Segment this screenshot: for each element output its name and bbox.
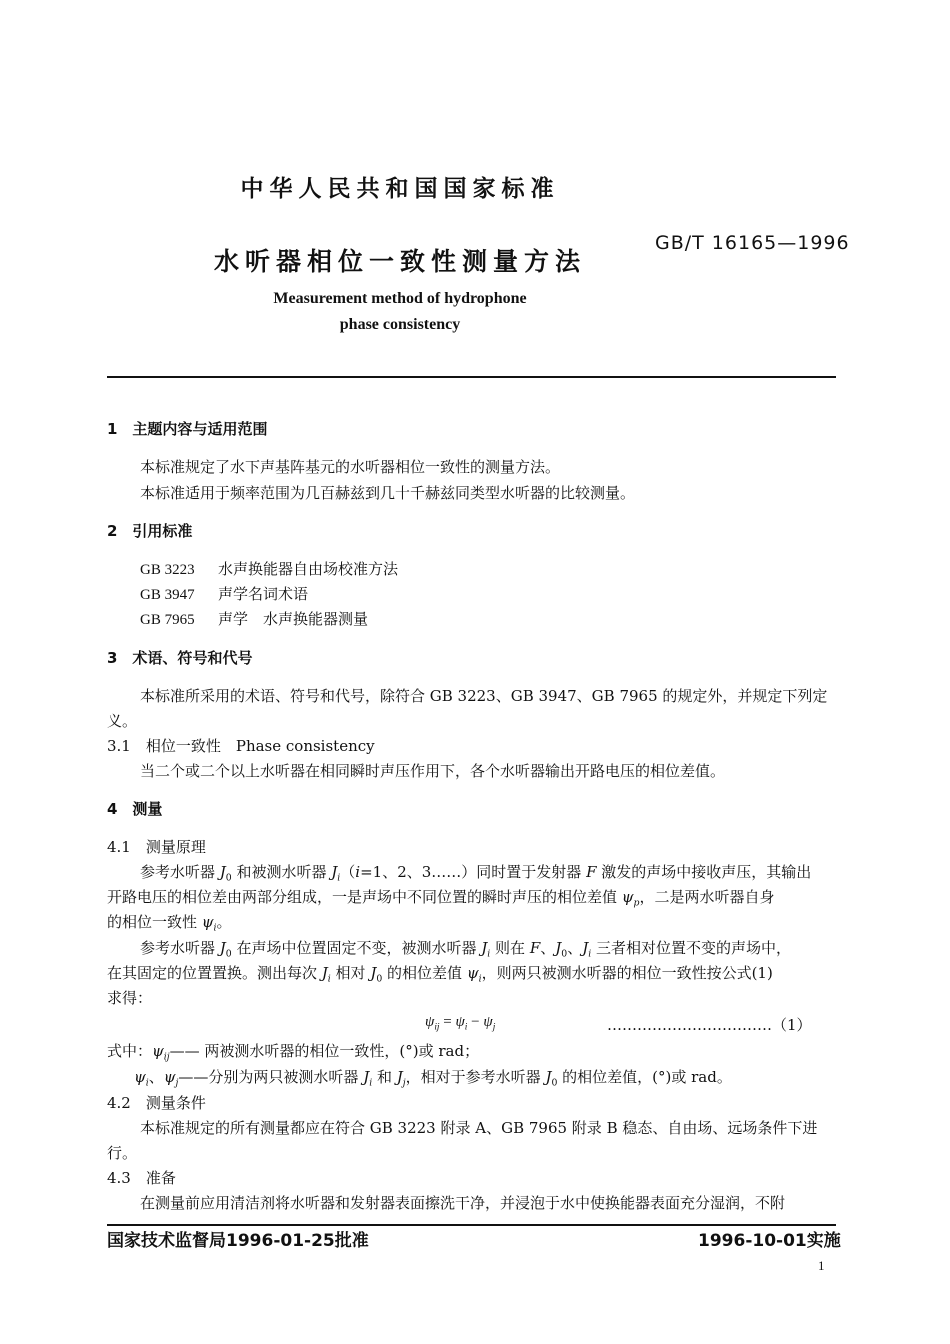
subsection-3-1-text: 当二个或二个以上水听器在相同瞬时声压作用下，各个水听器输出开路电压的相位差值。 <box>140 762 726 780</box>
section-1-heading: 1 主题内容与适用范围 <box>107 420 268 438</box>
section-4-heading: 4 测量 <box>107 800 163 818</box>
section-3-heading: 3 术语、符号和代号 <box>107 649 253 667</box>
paragraph-line: 的相位一致性 $\psi_i$。 <box>107 913 232 934</box>
formula-explanation: $\psi_i$、$\psi_j——$分别为两只被测水听器 $J_i$ 和 $J_j$，相对于参考水听器 $J_0$ 的相位差值，(°)或 rad。 <box>134 1068 732 1089</box>
formula-number: ……………………………（1） <box>607 1016 812 1034</box>
document-title: 水听器相位一致性测量方法 <box>213 247 586 276</box>
reference-code: GB 7965 <box>140 612 195 628</box>
national-title: 中华人民共和国国家标准 <box>240 176 560 202</box>
paragraph-line: 参考水听器 $J_0$ 和被测水听器 $J_i(i=1$、2、3……）同时置于发射器 F 激发的声场中接收声压，其输出 <box>140 863 812 884</box>
section-3-paragraph: 本标准所采用的术语、符号和代号，除符合 GB 3223、GB 3947、GB 7965 的规定外，并规定下列定 <box>140 687 828 705</box>
top-rule <box>107 376 836 378</box>
section-1-paragraph: 本标准适用于频率范围为几百赫兹到几十千赫兹同类型水听器的比较测量。 <box>140 484 636 502</box>
english-title-line1: Measurement method of hydrophone <box>273 290 527 307</box>
section-3-paragraph-end: 义。 <box>107 712 138 730</box>
approval-date: 国家技术监督局1996-01-25批准 <box>107 1231 369 1251</box>
paragraph-line: 本标准规定的所有测量都应在符合 GB 3223 附录 A、GB 7965 附录 B 稳态、自由场、远场条件下进 <box>140 1119 818 1137</box>
standard-number: GB/T 16165—1996 <box>655 232 850 254</box>
reference-title: 声学名词术语 <box>218 585 309 603</box>
reference-item <box>140 583 308 604</box>
reference-code: GB 3947 <box>140 587 195 603</box>
reference-item <box>140 558 398 579</box>
paragraph-line: 行。 <box>107 1144 138 1162</box>
paragraph-line: 参考水听器 $J_0$ 在声场中位置固定不变，被测水听器 $J_i$ 则在 F、$J_0$、$J_i$ 三者相对位置不变的声场中， <box>140 939 791 960</box>
paragraph-line: 在其固定的位置置换。测出每次 $J_i$ 相对 $J_0$ 的相位差值 $\psi_i$，则两只被测水听器的相位一致性按公式(1) <box>107 964 773 985</box>
reference-code: GB 3223 <box>140 562 195 578</box>
reference-title: 声学 水声换能器测量 <box>218 610 369 628</box>
formula: $\psi_{ij} = \psi_i - \psi_j$ <box>425 1014 496 1033</box>
paragraph-line: 开路电压的相位差由两部分组成，一是声场中不同位置的瞬时声压的相位差值 $\psi_p$，二是两水听器自身 <box>107 888 775 909</box>
subsection-4-1-heading: 4.1 测量原理 <box>107 838 206 856</box>
reference-title: 水声换能器自由场校准方法 <box>218 560 399 578</box>
english-title-line2: phase consistency <box>339 316 461 333</box>
subsection-4-3-heading: 4.3 准备 <box>107 1169 176 1187</box>
implementation-date: 1996-10-01实施 <box>698 1231 841 1251</box>
subsection-4-2-heading: 4.2 测量条件 <box>107 1094 206 1112</box>
paragraph-line: 求得： <box>107 989 153 1007</box>
page-number: 1 <box>818 1258 825 1273</box>
formula-explanation: 式中：$\psi_{ij}——$ 两被测水听器的相位一致性，(°)或 rad； <box>107 1042 480 1063</box>
reference-item <box>140 608 368 629</box>
section-2-heading: 2 引用标准 <box>107 522 193 540</box>
subsection-3-1-heading: 3.1 相位一致性 Phase consistency <box>107 737 375 755</box>
section-1-paragraph: 本标准规定了水下声基阵基元的水听器相位一致性的测量方法。 <box>140 458 561 476</box>
paragraph-line: 在测量前应用清洁剂将水听器和发射器表面擦洗干净，并浸泡于水中使换能器表面充分湿润，不附 <box>140 1194 786 1212</box>
